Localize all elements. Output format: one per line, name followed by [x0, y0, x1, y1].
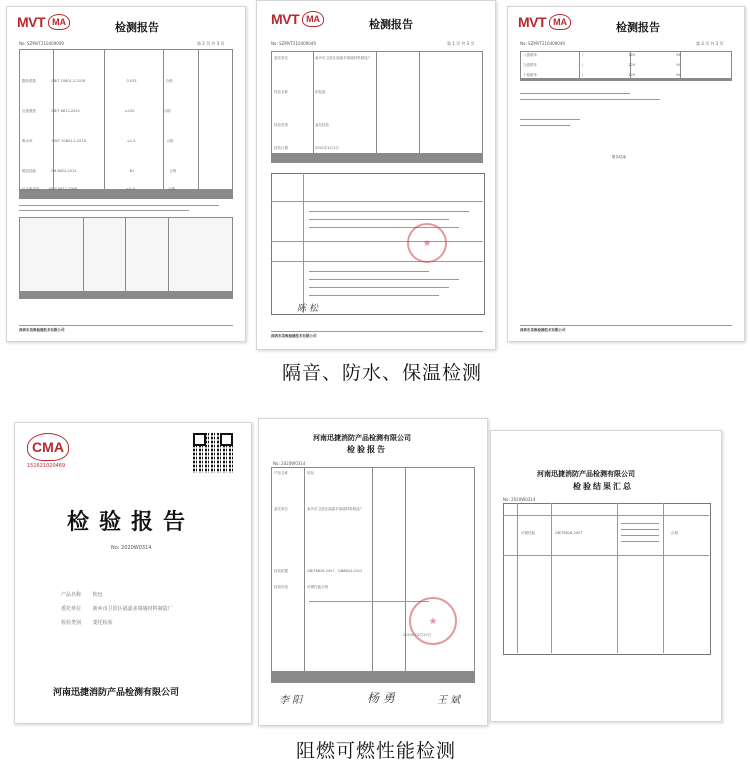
field-client: [274, 507, 363, 512]
institute-name: 河南迅捷消防产品检测有限公司: [537, 470, 635, 478]
report-title: 检验结果汇总: [573, 482, 633, 491]
row-limit: /: [582, 63, 584, 67]
table-row-5: [22, 187, 175, 192]
table-row-3: [22, 139, 174, 144]
report-page-thumbnail-3: [507, 6, 745, 342]
row-item: 八溴联苯: [523, 53, 537, 57]
field-value: 铝包板: [315, 90, 326, 94]
field-label: 样品名称: [274, 90, 288, 94]
row-value: ≤1.5: [126, 139, 136, 143]
table-row-3: [523, 73, 681, 78]
field-value: 新乡市卫滨区福嘉多幕墙材料制造厂: [307, 507, 364, 511]
text-line: [309, 271, 429, 272]
row-result: 合格: [169, 169, 177, 173]
text-line: [309, 279, 459, 280]
field-label: 委托单位: [274, 56, 288, 60]
footer-rule: [520, 325, 732, 326]
row-standard: GB/T 8811-2008: [48, 187, 78, 191]
text-line: [621, 541, 659, 542]
table-column-rule: [551, 503, 552, 653]
table-rule: [503, 555, 709, 556]
report-cover-thumbnail-4: [14, 422, 252, 724]
cma-mark-icon: MA: [549, 14, 571, 30]
cma-mark-icon: MA: [48, 14, 70, 30]
field-label: 产品名称: [61, 592, 82, 598]
text-line: [621, 535, 659, 536]
mvt-logo-text: MVT: [17, 14, 46, 30]
row-standard: GB 8624-2012: [51, 169, 77, 173]
table-column-rule: [663, 503, 664, 653]
report-page-thumbnail-5: [258, 418, 488, 726]
results-table: [19, 49, 233, 199]
row-item: 吸水率: [22, 139, 33, 143]
text-line: [621, 529, 659, 530]
summary-row-item: 可燃性能: [521, 531, 535, 535]
inspection-info-table: [271, 467, 475, 683]
approver-signature-icon: 陈 松: [297, 304, 318, 314]
mvt-logo: [518, 14, 571, 30]
table-row-2: [523, 63, 681, 68]
cma-mark-icon: CMA: [27, 433, 69, 461]
row-value: 120: [628, 63, 636, 67]
field-value: 新乡市卫滨区福嘉多幕墙材料制造厂: [92, 606, 173, 612]
row-value: 120: [628, 53, 636, 57]
issue-date: 2020年02月27日: [403, 633, 432, 637]
results-table-secondary: [19, 217, 233, 299]
field-test-type: [274, 123, 329, 128]
text-line: [309, 295, 439, 296]
table-row-1: [22, 79, 173, 84]
footer-rule: [271, 331, 483, 332]
cma-certificate-number: 151621020469: [27, 463, 66, 469]
footer-rule: [19, 325, 233, 326]
field-value: GB/T8626-2007、GB8624-2012: [307, 569, 363, 573]
field-value: 委托检验: [92, 620, 113, 626]
mvt-logo: [271, 11, 324, 27]
end-of-report-note: 报告结束: [612, 155, 626, 159]
row-value: ≥150: [124, 109, 135, 113]
cma-mark-icon: MA: [302, 11, 324, 27]
field-label: 委托单位: [61, 606, 82, 612]
section-caption-sound-water-insulation: 隔音、防水、保温检测: [282, 362, 483, 384]
row-value: 120: [628, 73, 636, 77]
field-product-name: [61, 591, 103, 598]
mvt-logo-text: MVT: [271, 11, 300, 27]
row-item: 尺寸稳定性: [22, 187, 40, 191]
row-standard: GB/T 8813-2020: [51, 109, 80, 113]
row-result: 合格: [168, 187, 175, 191]
field-value: 软包: [307, 471, 315, 475]
row-limit: /: [582, 53, 584, 57]
row-result: 合格: [165, 79, 173, 83]
page-indicator: 第 1 页 共 3 页: [447, 41, 475, 46]
text-line: [309, 287, 449, 288]
report-page-thumbnail-1: [6, 6, 246, 342]
text-line: [520, 99, 660, 100]
row-item: 隔热系数: [22, 79, 36, 83]
summary-row-standard: GB/T8626-2007: [555, 531, 583, 535]
text-line: [520, 93, 630, 94]
row-item: 燃烧性能: [22, 169, 36, 173]
conclusion-divider: [303, 173, 304, 313]
report-number: No: SZMVT210409049: [520, 41, 565, 46]
table-column-rule: [517, 503, 518, 653]
field-label: 检验依据: [274, 569, 288, 573]
report-number: No: 2020W0314: [503, 497, 536, 502]
table-row-2: [22, 109, 171, 114]
mvt-logo: [17, 14, 70, 30]
row-item: 十溴联苯: [523, 73, 537, 77]
conclusion-rule: [271, 241, 483, 242]
field-test-date: [274, 146, 339, 151]
field-test-type: [61, 619, 113, 626]
report-number: No: 2020W0314: [111, 545, 152, 551]
report-number: No: SZMVT210409049: [271, 41, 316, 46]
text-line: [19, 205, 219, 206]
row-result: 合格: [166, 139, 174, 143]
field-value: 可燃性能合格: [307, 585, 329, 589]
table-row-4: [22, 169, 176, 174]
row-standard: GB/T 10801.2-2018: [51, 79, 86, 83]
row-value: 0.033: [126, 79, 137, 83]
text-line: [621, 523, 659, 524]
results-summary-table: [503, 503, 711, 655]
footer-company: 深圳市美维检测技术有限公司: [19, 328, 65, 332]
field-value: 委托检验: [315, 123, 330, 127]
text-line: [520, 119, 580, 120]
conclusion-rule: [271, 201, 483, 202]
text-line: [309, 219, 449, 220]
report-title: 检验报告: [347, 445, 387, 454]
row-result: 94: [676, 63, 681, 67]
table-column-rule: [617, 503, 618, 653]
row-item: 九溴联苯: [523, 63, 537, 67]
reviewer-signature-icon: 杨 勇: [367, 691, 395, 705]
page-indicator: 第 3 页 共 3 页: [696, 41, 724, 46]
row-item: 压缩强度: [22, 109, 36, 113]
report-page-thumbnail-6: [490, 430, 722, 722]
row-result: 94: [676, 53, 681, 57]
text-line: [19, 210, 189, 211]
field-value: 软包: [92, 592, 103, 598]
institute-name: 河南迅捷消防产品检测有限公司: [313, 434, 411, 442]
row-standard: GB/T 10801.2-2018: [51, 139, 86, 143]
field-value: 新乡市卫滨区福嘉多幕墙材料制造厂: [315, 56, 372, 60]
row-result: 94: [676, 73, 681, 77]
row-value: B1: [129, 169, 135, 173]
report-number: No: 2020W0314: [273, 461, 306, 466]
tester-signature-icon: 王 斌: [437, 695, 461, 706]
field-label: 检验日期: [274, 146, 288, 150]
approver-signature-icon: 李 阳: [279, 695, 303, 706]
field-label: 委托单位: [274, 507, 288, 511]
row-limit: /: [582, 73, 584, 77]
field-label: 检验结论: [274, 585, 288, 589]
summary-row-result: 合格: [671, 531, 678, 535]
institute-name: 河南迅捷消防产品检测有限公司: [53, 688, 180, 698]
footer-company: 深圳市美维检测技术有限公司: [271, 334, 317, 338]
field-conclusion: [274, 585, 328, 590]
report-number: No: SZMVT210409049: [19, 41, 64, 46]
field-label: 检验类别: [274, 123, 288, 127]
text-line: [309, 211, 469, 212]
field-client: [61, 605, 173, 612]
field-value: 2021年4月1日: [315, 146, 339, 150]
field-sample-name: [274, 90, 326, 95]
page-indicator: 第 2 页 共 3 页: [197, 41, 225, 46]
section-caption-flame-retardant: 阻燃可燃性能检测: [296, 740, 457, 762]
conclusion-rule: [271, 261, 483, 262]
field-client: [274, 56, 371, 61]
table-row-1: [523, 53, 681, 58]
qr-code-icon: [193, 433, 233, 473]
field-label: 检验类别: [61, 620, 82, 626]
row-result: 合格: [163, 109, 171, 113]
field-label: 产品名称: [274, 471, 288, 475]
report-title: 检测报告: [616, 21, 660, 34]
text-line: [520, 125, 570, 126]
report-title: 检验报告: [67, 509, 196, 535]
footer-company: 深圳市美维检测技术有限公司: [520, 328, 566, 332]
report-page-thumbnail-2: [256, 0, 496, 350]
inspection-seal-icon: [407, 223, 447, 263]
field-product-name: [274, 471, 314, 476]
report-title: 检测报告: [115, 21, 159, 34]
field-standard: [274, 569, 362, 574]
mvt-logo-text: MVT: [518, 14, 547, 30]
table-rule: [503, 515, 709, 516]
text-line: [309, 601, 429, 602]
report-title: 检测报告: [369, 18, 413, 31]
row-value: ≤2.0: [126, 187, 135, 191]
